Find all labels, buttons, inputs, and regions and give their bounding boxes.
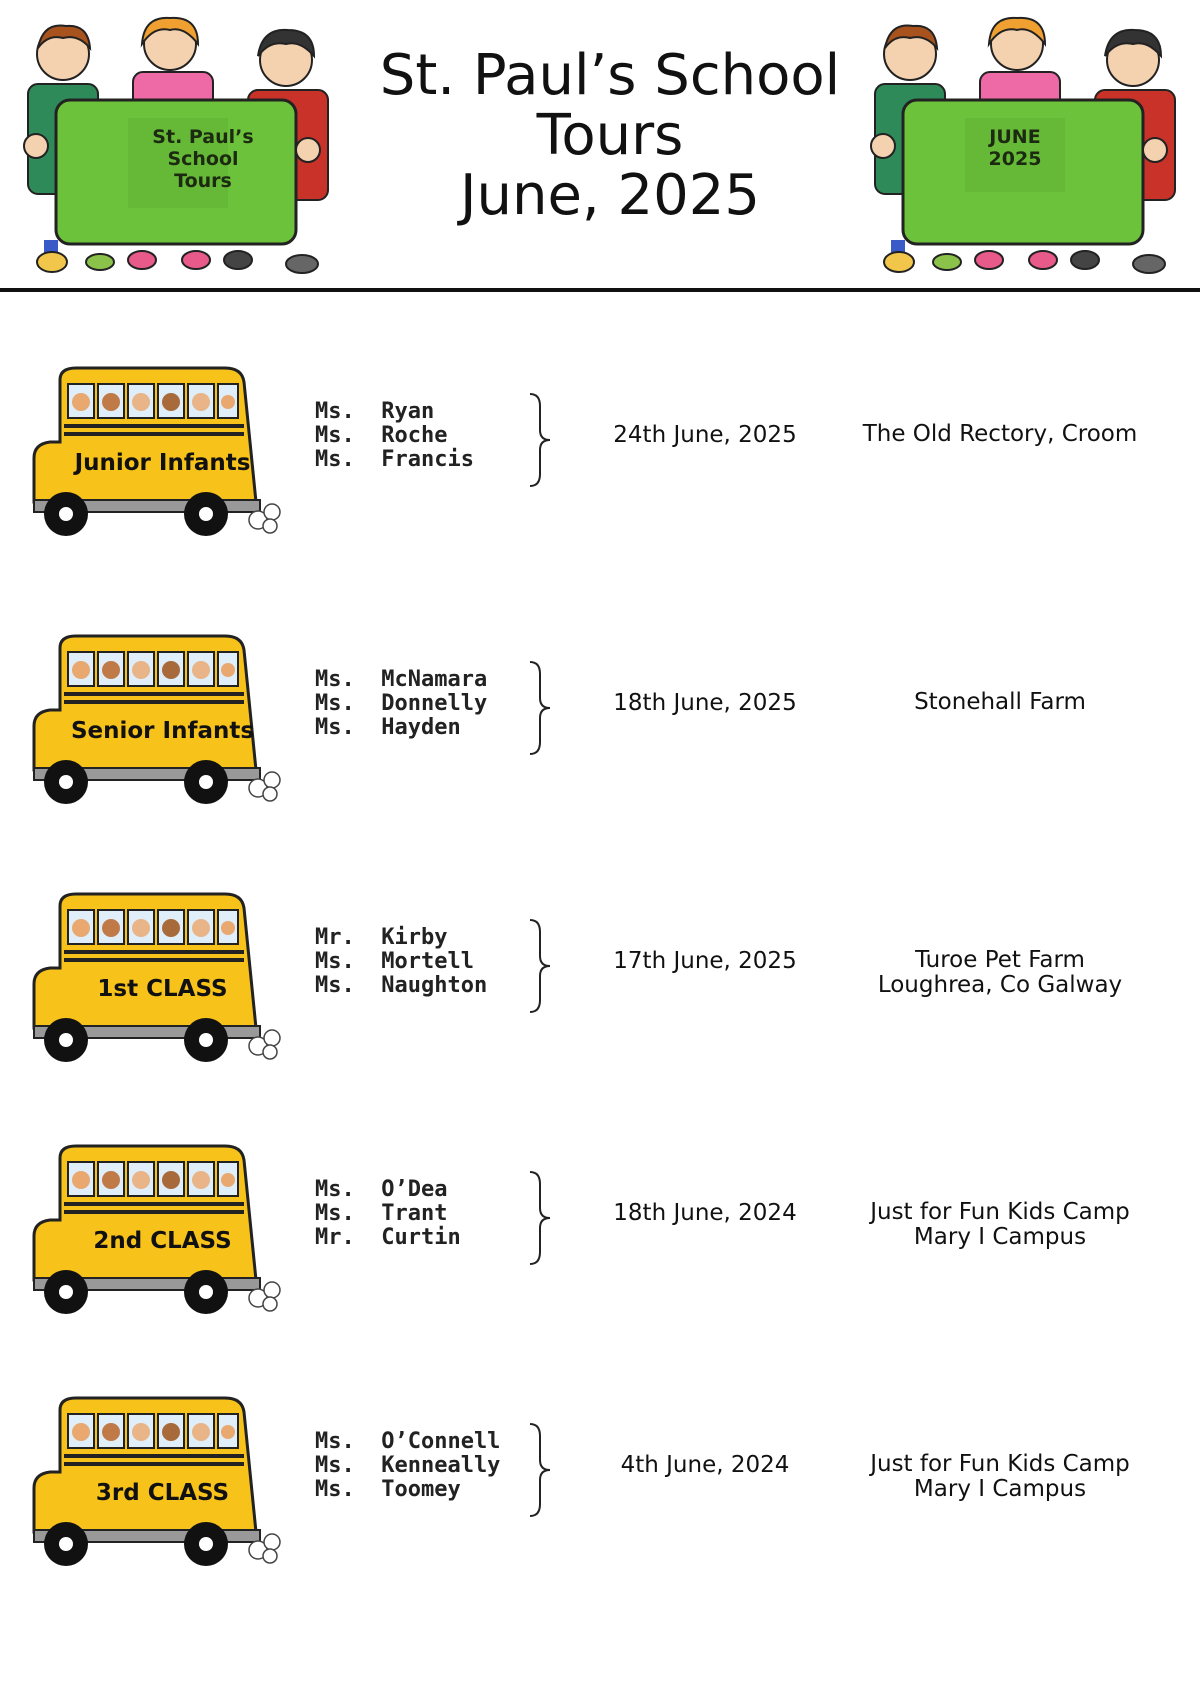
header-divider — [0, 288, 1200, 292]
teacher-name: Ms. Naughton — [315, 973, 488, 998]
right-brace-icon — [528, 392, 552, 488]
teacher-name: Ms. Roche — [315, 423, 448, 448]
right-brace-icon — [528, 1170, 552, 1266]
right-sign-line-2: 2025 — [988, 148, 1042, 170]
tour-date: 17th June, 2025 — [613, 948, 797, 974]
tour-destination — [835, 1452, 1165, 1502]
destination-line: Stonehall Farm — [914, 689, 1086, 715]
right-brace-icon — [528, 918, 552, 1014]
teacher-list — [315, 1430, 500, 1502]
teacher-name: Ms. Trant — [315, 1201, 448, 1226]
teacher-name: Ms. McNamara — [315, 667, 488, 692]
right-sign-text — [960, 126, 1070, 170]
right-sign-line-1: JUNE — [989, 126, 1041, 148]
destination-line: Just for Fun Kids Camp — [870, 1451, 1130, 1477]
teacher-list — [315, 668, 487, 740]
tour-destination — [835, 690, 1165, 715]
teacher-list — [315, 400, 474, 472]
teacher-list — [315, 1178, 461, 1250]
bus-class-label: Junior Infants — [74, 450, 251, 476]
title-line-2: Tours — [536, 103, 684, 168]
tour-row-1st-class — [0, 888, 1200, 1088]
bus-class-label: 1st CLASS — [97, 976, 228, 1002]
tour-row-senior-infants — [0, 630, 1200, 830]
bus-class-label: 2nd CLASS — [93, 1228, 232, 1254]
page-header — [0, 0, 1200, 290]
teacher-name: Ms. Ryan — [315, 399, 435, 424]
tour-destination — [835, 1200, 1165, 1250]
bus-class-label: Senior Infants — [70, 718, 255, 744]
left-sign-line-2: Tours — [174, 170, 232, 192]
bus-icon — [20, 1392, 310, 1582]
teacher-name: Mr. Kirby — [315, 925, 448, 950]
title-line-1: St. Paul’s School — [379, 43, 841, 108]
tour-date: 24th June, 2025 — [613, 422, 797, 448]
teacher-name: Ms. Kenneally — [315, 1453, 501, 1478]
teacher-name: Ms. Hayden — [315, 715, 461, 740]
destination-line: The Old Rectory, Croom — [862, 421, 1138, 447]
bus-class-label: 3rd CLASS — [95, 1480, 230, 1506]
left-sign-line-1: St. Paul’s School — [152, 126, 254, 170]
right-brace-icon — [528, 660, 552, 756]
teacher-name: Ms. Mortell — [315, 949, 474, 974]
teacher-list — [315, 926, 487, 998]
tour-row-3rd-class — [0, 1392, 1200, 1592]
tour-date: 18th June, 2025 — [613, 690, 797, 716]
bus-icon — [20, 1140, 310, 1330]
tour-destination — [835, 422, 1165, 447]
page-title — [360, 43, 860, 228]
destination-line: Mary I Campus — [913, 1476, 1087, 1502]
teacher-name: Ms. Toomey — [315, 1477, 461, 1502]
right-brace-icon — [528, 1422, 552, 1518]
tour-date: 18th June, 2024 — [613, 1200, 797, 1226]
kids-holding-sign-illustration — [8, 14, 358, 276]
tour-date: 4th June, 2024 — [620, 1452, 790, 1478]
title-line-3: June, 2025 — [459, 163, 761, 228]
teacher-name: Ms. Francis — [315, 447, 474, 472]
bus-icon — [20, 362, 310, 552]
tour-row-2nd-class — [0, 1140, 1200, 1340]
teacher-name: Ms. O’Connell — [315, 1429, 501, 1454]
left-sign-text — [138, 126, 268, 192]
teacher-name: Ms. Donnelly — [315, 691, 488, 716]
teacher-name: Ms. O’Dea — [315, 1177, 448, 1202]
tour-row-junior-infants — [0, 362, 1200, 562]
kids-holding-sign-illustration-right — [855, 14, 1200, 276]
bus-icon — [20, 888, 310, 1078]
teacher-name: Mr. Curtin — [315, 1225, 461, 1250]
destination-line: Just for Fun Kids Camp — [870, 1199, 1130, 1225]
destination-line: Loughrea, Co Galway — [877, 972, 1123, 998]
destination-line: Mary I Campus — [913, 1224, 1087, 1250]
destination-line: Turoe Pet Farm — [915, 947, 1085, 973]
bus-icon — [20, 630, 310, 820]
tour-destination — [835, 948, 1165, 998]
